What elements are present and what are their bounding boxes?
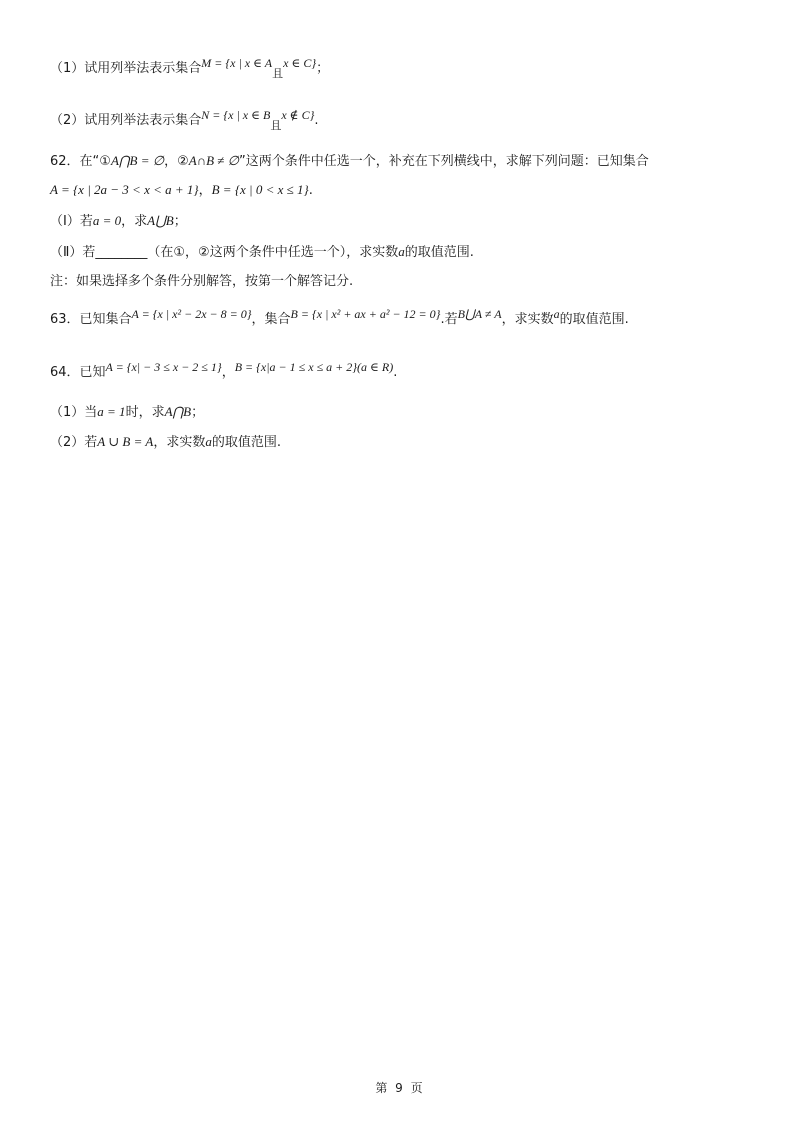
q62-part-2-a-math: a bbox=[398, 244, 405, 259]
q62-line-2-end: . bbox=[308, 183, 313, 198]
q64-part-2-end: 的取值范围. bbox=[211, 435, 281, 450]
q61-item-1 bbox=[50, 58, 329, 79]
q64-set-a-math: A = {x| − 3 ≤ x − 2 ≤ 1} bbox=[105, 360, 222, 374]
q62-part-1-a-math: a = 0 bbox=[92, 213, 122, 228]
q62-condition-2-math: A∩B ≠ ∅ bbox=[188, 153, 239, 168]
q61-item-2 bbox=[50, 110, 319, 131]
q62-set-b-math: B = {x | 0 < x ≤ 1} bbox=[211, 182, 309, 197]
q61-item-1-label: （1）试用列举法表示集合 bbox=[50, 61, 202, 76]
q63-text-2: .若 bbox=[440, 312, 458, 327]
q62-part-2 bbox=[50, 242, 474, 263]
q64-set-b-math: B = {x|a − 1 ≤ x ≤ a + 2}(a ∈ R) bbox=[234, 360, 394, 374]
q62-part-2-text: （Ⅱ）若________（在①，②这两个条件中任选一个），求实数 bbox=[50, 245, 399, 260]
q64-part-1-a-math: a = 1 bbox=[97, 404, 126, 419]
q61-item-1-set-math: M = {x | x ∈ A bbox=[201, 56, 273, 70]
q63-end: 的取值范围. bbox=[559, 312, 629, 327]
q62-line-1 bbox=[50, 151, 649, 172]
q62-note-text: 注：如果选择多个条件分别解答，按第一个解答记分. bbox=[50, 274, 354, 289]
q61-item-2-set-math: N = {x | x ∈ B bbox=[201, 108, 271, 122]
q62-line-2-sep: ， bbox=[198, 183, 212, 198]
q62-intro-rest: ”这两个条件中任选一个，补充在下列横线中，求解下列问题：已知集合 bbox=[238, 154, 649, 169]
q62-set-a-math: A = {x | 2a − 3 < x < a + 1} bbox=[50, 182, 199, 197]
q63-set-b-math: B = {x | x² + ax + a² − 12 = 0} bbox=[290, 307, 441, 321]
q63-set-a-math: A = {x | x² − 2x − 8 = 0} bbox=[131, 307, 252, 321]
q63-intro: 63．已知集合 bbox=[50, 312, 132, 327]
q62-part-1-text: ，求 bbox=[121, 214, 148, 229]
q62-part-2-end: 的取值范围. bbox=[404, 245, 474, 260]
q64-part-1-end: ； bbox=[191, 405, 205, 420]
q61-item-2-conj: 且 bbox=[270, 119, 282, 132]
q64-sep: ， bbox=[221, 365, 235, 380]
q63-text-1: ，集合 bbox=[251, 312, 291, 327]
q62-part-1 bbox=[50, 211, 187, 232]
q61-item-1-cond-math: x ∈ C} bbox=[283, 56, 317, 70]
q62-intro: 62．在“① bbox=[50, 154, 111, 169]
q64-part-1-text: 时，求 bbox=[125, 405, 165, 420]
q63-a-math: a bbox=[553, 307, 560, 321]
q64-part-1-intersection-math: A⋂B bbox=[164, 404, 192, 419]
q64-intro: 64．已知 bbox=[50, 365, 106, 380]
q62-line-2 bbox=[50, 180, 313, 201]
q61-item-2-end: . bbox=[314, 113, 319, 128]
q64-part-2-text: ，求实数 bbox=[153, 435, 206, 450]
q64-part-1 bbox=[50, 402, 204, 423]
page-number: 第 9 页 bbox=[375, 1081, 425, 1095]
q61-item-2-cond-math: x ∉ C} bbox=[281, 108, 315, 122]
q62-part-1-union-math: A⋃B bbox=[147, 213, 174, 228]
q61-item-2-label: （2）试用列举法表示集合 bbox=[50, 113, 202, 128]
q62-condition-1-math: A⋂B = ∅ bbox=[110, 153, 165, 168]
q64-line bbox=[50, 362, 397, 383]
q62-part-1-label: （Ⅰ）若 bbox=[50, 214, 93, 229]
q61-item-1-end: ； bbox=[316, 61, 330, 76]
q62-sep: ，② bbox=[164, 154, 189, 169]
q64-part-2-a-math: a bbox=[205, 434, 212, 449]
q63-line bbox=[50, 309, 629, 330]
q62-note bbox=[50, 272, 353, 292]
q63-condition-math: B⋃A ≠ A bbox=[457, 307, 502, 321]
q63-text-3: ，求实数 bbox=[501, 312, 554, 327]
q64-end: . bbox=[393, 365, 398, 380]
q61-item-1-conj: 且 bbox=[272, 67, 284, 80]
q64-part-2-union-math: A ∪ B = A bbox=[97, 434, 154, 449]
q62-part-1-end: ； bbox=[173, 214, 187, 229]
q64-part-2 bbox=[50, 432, 281, 453]
q64-part-1-label: （1）当 bbox=[50, 405, 98, 420]
q64-part-2-label: （2）若 bbox=[50, 435, 98, 450]
